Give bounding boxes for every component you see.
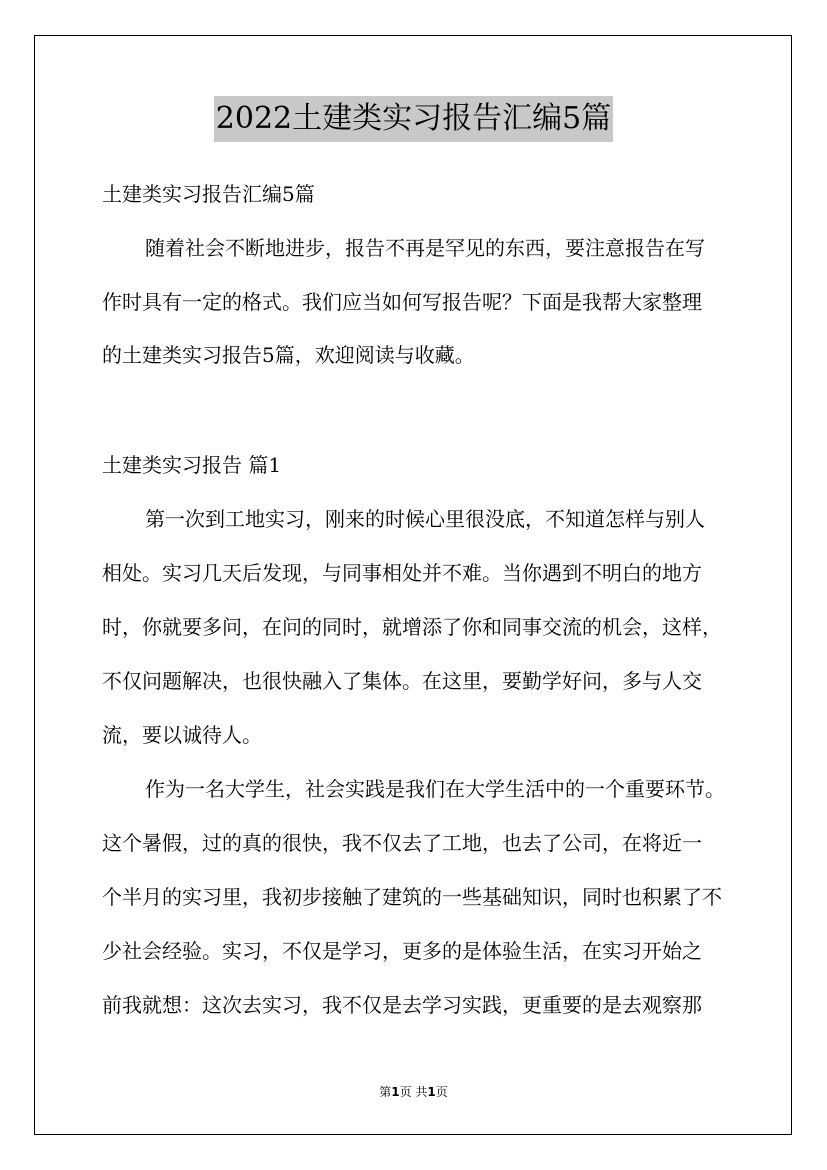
- footer-mid: 页 共: [399, 1085, 428, 1099]
- intro-line-2: 作时具有一定的格式。我们应当如何写报告呢？下面是我帮大家整理: [102, 290, 702, 314]
- intro-line-1: 随着社会不断地进步，报告不再是罕见的东西，要注意报告在写: [145, 236, 705, 260]
- title-container: [0, 96, 827, 142]
- para2-line-2: 这个暑假，过的真的很快，我不仅去了工地，也去了公司，在将近一: [102, 831, 702, 855]
- para1-line-2: 相处。实习几天后发现，与同事相处并不难。当你遇到不明白的地方: [102, 561, 702, 585]
- intro-line-3: 的土建类实习报告5篇，欢迎阅读与收藏。: [102, 343, 475, 367]
- document-subtitle: 土建类实习报告汇编5篇: [102, 182, 315, 206]
- para2-line-1: 作为一名大学生，社会实践是我们在大学生活中的一个重要环节。: [145, 777, 725, 801]
- footer-current-page: 1: [391, 1085, 400, 1099]
- para1-line-3: 时，你就要多问，在问的同时，就增添了你和同事交流的机会，这样，: [102, 615, 722, 639]
- section-heading: 土建类实习报告 篇1: [102, 453, 282, 477]
- para2-line-4: 少社会经验。实习，不仅是学习，更多的是体验生活，在实习开始之: [102, 939, 702, 963]
- footer-suffix: 页: [435, 1085, 448, 1099]
- footer-total-pages: 1: [427, 1085, 436, 1099]
- para1-line-5: 流，要以诚待人。: [102, 723, 262, 747]
- document-title: 2022土建类实习报告汇编5篇: [214, 96, 613, 142]
- para2-line-5: 前我就想：这次去实习，我不仅是去学习实践，更重要的是去观察那: [102, 993, 702, 1017]
- page-footer: [0, 1084, 827, 1100]
- para1-line-4: 不仅问题解决，也很快融入了集体。在这里，要勤学好问，多与人交: [102, 669, 702, 693]
- para1-line-1: 第一次到工地实习，刚来的时候心里很没底，不知道怎样与别人: [145, 507, 705, 531]
- para2-line-3: 个半月的实习里，我初步接触了建筑的一些基础知识，同时也积累了不: [102, 885, 722, 909]
- footer-prefix: 第: [379, 1085, 392, 1099]
